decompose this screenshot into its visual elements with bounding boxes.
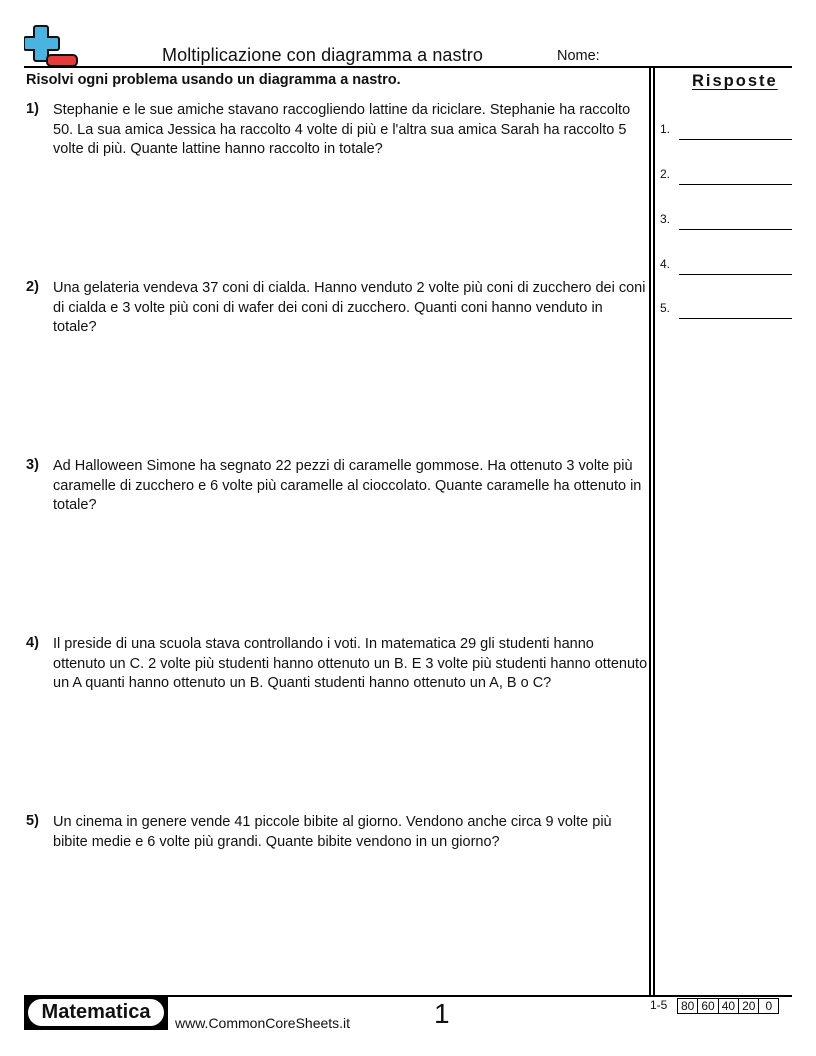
answer-blank[interactable] bbox=[679, 184, 792, 185]
problem-text: Una gelateria vendeva 37 coni di cialda. Hanno venduto 2 volte più coni di zucchero dei coni di cialda e 3 volte più coni di wafer dei coni di zucchero. Quanti coni hanno venduto in totale? bbox=[53, 280, 646, 335]
answer-number: 4. bbox=[660, 257, 671, 271]
column-divider bbox=[649, 68, 655, 995]
problem-5 bbox=[26, 813, 648, 852]
answers-title: Risposte bbox=[692, 72, 778, 90]
answer-number: 5. bbox=[660, 301, 671, 315]
answer-number: 2. bbox=[660, 167, 671, 181]
problem-2 bbox=[26, 279, 648, 338]
score-cell: 0 bbox=[759, 999, 779, 1014]
minus-shape bbox=[47, 55, 77, 66]
problem-1 bbox=[26, 101, 648, 160]
answer-row[interactable] bbox=[660, 120, 792, 140]
answer-blank[interactable] bbox=[679, 274, 792, 275]
problem-number: 1) bbox=[26, 101, 39, 117]
problem-number: 2) bbox=[26, 279, 39, 295]
answer-blank[interactable] bbox=[679, 229, 792, 230]
score-cell: 60 bbox=[698, 999, 718, 1014]
answer-blank[interactable] bbox=[679, 318, 792, 319]
score-cell: 80 bbox=[678, 999, 698, 1014]
problem-4 bbox=[26, 635, 648, 694]
logo-icon bbox=[24, 24, 80, 68]
answer-number: 1. bbox=[660, 122, 671, 136]
problem-text: Il preside di una scuola stava controllando i voti. In matematica 29 gli studenti hanno ottenuto un C. 2 volte più studenti hanno ottenuto un B. E 3 volte più studenti hanno ottenuto un A quanti hanno ottenuto un B. Quanti studenti hanno ottenuto un A, B o C? bbox=[53, 636, 648, 691]
problem-3 bbox=[26, 457, 648, 516]
problem-text: Stephanie e le sue amiche stavano raccogliendo lattine da riciclare. Stephanie ha raccolto 50. La sua amica Jessica ha raccolto 4 volte di più e l'altra sua amica Sarah ha raccolto 5 volte di più. Quante lattine hanno raccolto in totale? bbox=[53, 102, 631, 157]
answer-blank[interactable] bbox=[679, 139, 792, 140]
problem-number: 4) bbox=[26, 635, 39, 651]
answer-row[interactable] bbox=[660, 210, 792, 230]
problem-number: 3) bbox=[26, 457, 39, 473]
answer-number: 3. bbox=[660, 212, 671, 226]
answer-row[interactable] bbox=[660, 165, 792, 185]
problem-text: Un cinema in genere vende 41 piccole bibite al giorno. Vendono anche circa 9 volte più bibite medie e 6 volte più grandi. Quante bibite vendono in un giorno? bbox=[53, 814, 612, 850]
score-cell: 40 bbox=[718, 999, 738, 1014]
score-cell: 20 bbox=[739, 999, 759, 1014]
score-range: 1-5 bbox=[650, 998, 668, 1012]
site-url: www.CommonCoreSheets.it bbox=[175, 1015, 351, 1031]
page-number: 1 bbox=[434, 998, 450, 1029]
answer-row[interactable] bbox=[660, 299, 792, 319]
brand-label: Matematica bbox=[28, 999, 164, 1026]
problem-text: Ad Halloween Simone ha segnato 22 pezzi di caramelle gommose. Ha ottenuto 3 volte più caramelle di zucchero e 6 volte più caramelle al cioccolato. Quante caramelle ha ottenuto in totale? bbox=[53, 458, 642, 513]
worksheet-title: Moltiplicazione con diagramma a nastro bbox=[162, 45, 483, 65]
instructions: Risolvi ogni problema usando un diagramma a nastro. bbox=[26, 72, 401, 88]
problem-number: 5) bbox=[26, 813, 39, 829]
name-label: Nome: bbox=[557, 48, 600, 64]
answer-row[interactable] bbox=[660, 255, 792, 275]
header-rule bbox=[24, 66, 792, 68]
score-table bbox=[677, 998, 779, 1014]
